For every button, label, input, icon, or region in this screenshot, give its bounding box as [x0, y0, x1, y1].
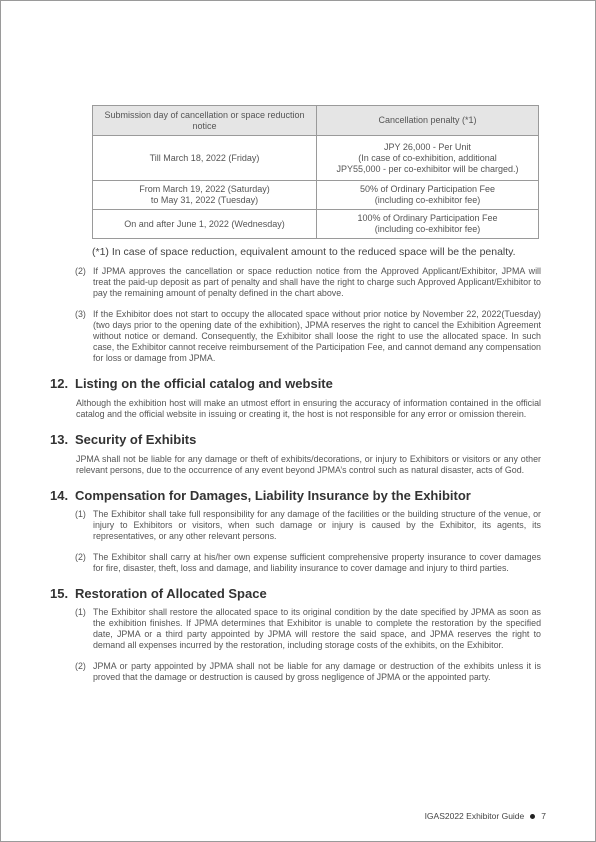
table-cell-day: Till March 18, 2022 (Friday): [93, 136, 317, 181]
table-header-cell: [93, 106, 317, 136]
footer-title: IGAS2022 Exhibitor Guide: [424, 811, 525, 821]
section-title: Listing on the official catalog and website: [75, 376, 333, 391]
list-item: [48, 509, 541, 542]
item-number: (2): [75, 552, 86, 562]
item-text: JPMA or party appointed by JPMA shall not be liable for any damage or destruction of the exhibits unless it is proved that the damage or destruction is caused by gross negligence of JPMA or the appointed party.: [93, 661, 541, 682]
item-number: (1): [75, 607, 86, 617]
table-row: [93, 210, 539, 239]
section-title: Security of Exhibits: [75, 432, 197, 447]
section-heading: [48, 586, 541, 602]
penalty-line: (In case of co-exhibition, additional: [358, 152, 497, 163]
section-heading: [48, 376, 541, 392]
section-number: 12.: [50, 376, 69, 391]
section-number: 15.: [50, 586, 69, 601]
item-text: The Exhibitor shall take full responsibility for any damage of the facilities or the building structure of the venue, or injury to Exhibitors or visitors, when such damage or injury is caused by the Exhibitor, its agents, its representatives, or any other relevant persons.: [93, 509, 541, 541]
table-header-cell: Cancellation penalty (*1): [317, 106, 539, 136]
table-cell-day: On and after June 1, 2022 (Wednesday): [93, 210, 317, 239]
item-number: (1): [75, 509, 86, 519]
section-title: Compensation for Damages, Liability Insurance by the Exhibitor: [75, 488, 471, 503]
section-heading: [48, 432, 541, 448]
page-number: 7: [541, 811, 546, 821]
section-number: 13.: [50, 432, 69, 447]
section-paragraph: Although the exhibition host will make an utmost effort in ensuring the accuracy of information contained in the official catalog and the official website in issuing or creating it, the host is not responsible for any error or omission therein.: [76, 398, 541, 419]
item-text: If the Exhibitor does not start to occupy the allocated space without prior notice by November 22, 2022(Tuesday) (two days prior to the opening date of the exhibition), JPMA reserves the right to cancel the Exhibition Agreement without notice or demand. Consequently, the Exhibitor shall loose the right to use the allocated space. In such case, the Exhibitor cannot receive reimbursement of the Participation Fee, and cannot demand any compensation for loss or damage from JPMA.: [93, 309, 541, 363]
main-content: [48, 266, 541, 683]
penalty-line: JPY 26,000 - Per Unit: [384, 141, 471, 152]
bullet-dot-icon: [530, 814, 535, 819]
item-number: (2): [75, 266, 86, 276]
item-text: The Exhibitor shall restore the allocated space to its original condition by the date specified by JPMA as soon as the exhibition finishes. If JPMA determines that Exhibitor is unable to complete the restoration by the specified date, JPMA or a third party appointed by JPMA will restore the said space, and JPMA reserves the right to demand all expenses incurred by the restoration, including storage costs of the exhibits, on the Exhibitor.: [93, 607, 541, 650]
table-row: [93, 181, 539, 210]
section-heading: [48, 488, 541, 504]
list-item: [48, 607, 541, 651]
table-header-row: [93, 106, 539, 136]
item-number: (3): [75, 309, 86, 319]
table-footnote: (*1) In case of space reduction, equivalent amount to the reduced space will be the penalty.: [92, 246, 516, 258]
table-cell-penalty: [317, 210, 539, 239]
section-paragraph: JPMA shall not be liable for any damage or theft of exhibits/decorations, or injury to Exhibitors or visitors or any other relevant persons, due to the occurrence of any event beyond JPMA’s control such as natural disaster, acts of God.: [76, 454, 541, 475]
list-item: [48, 309, 541, 364]
list-item: [48, 266, 541, 299]
penalty-line: 50% of Ordinary Participation Fee: [359, 184, 496, 194]
header-line: Submission day of cancellation or space reduction notice: [104, 109, 305, 131]
list-item: [48, 552, 541, 574]
table-cell-day: [93, 181, 317, 210]
penalty-line: (including co-exhibitor fee): [374, 224, 481, 234]
penalty-line: 100% of Ordinary Participation Fee: [357, 213, 498, 223]
day-line: From March 19, 2022 (Saturday): [139, 184, 270, 194]
item-text: The Exhibitor shall carry at his/her own expense sufficient comprehensive property insurance to cover damages for fire, disaster, theft, loss and damage, and liability insurance to cover damage and injury to third parties.: [93, 552, 541, 573]
section-number: 14.: [50, 488, 69, 503]
item-number: (2): [75, 661, 86, 671]
section-title: Restoration of Allocated Space: [75, 586, 267, 601]
cancellation-penalty-table: [92, 105, 539, 239]
list-item: [48, 661, 541, 683]
penalty-line: (including co-exhibitor fee): [374, 195, 481, 205]
table-row: [93, 136, 539, 181]
day-line: to May 31, 2022 (Tuesday): [150, 195, 259, 205]
penalty-line: JPY55,000 - per co-exhibitor will be charged.): [336, 163, 519, 174]
page-footer: [425, 811, 546, 821]
table-cell-penalty: [317, 136, 539, 181]
item-text: If JPMA approves the cancellation or space reduction notice from the Approved Applicant/Exhibitor, JPMA will treat the paid-up deposit as part of penalty and shall have the right to charge such Approved Applicant/Exhibitor to pay the remaining amount of penalty defined in the chart above.: [93, 266, 541, 298]
table-cell-penalty: [317, 181, 539, 210]
